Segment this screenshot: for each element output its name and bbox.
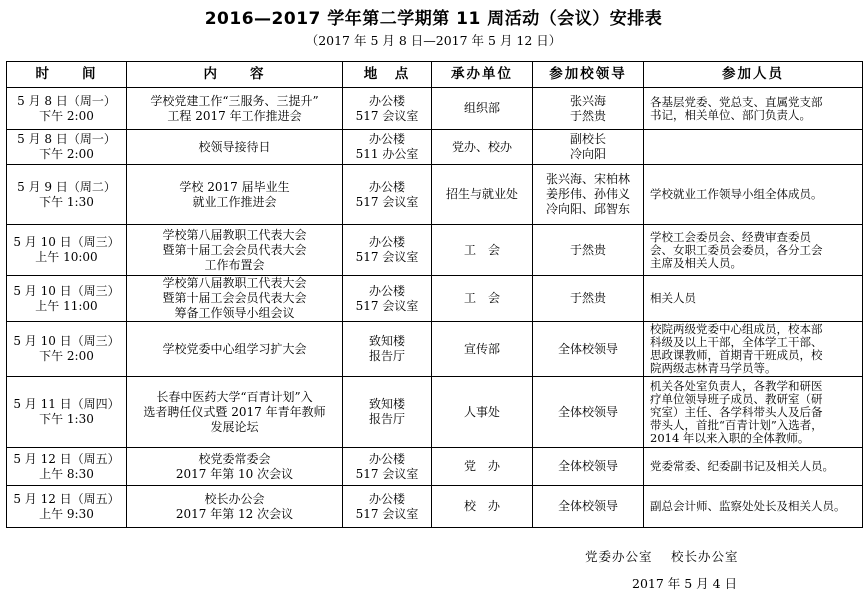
cell-line: 组织部 — [463, 101, 500, 115]
attendees-cell — [644, 322, 863, 377]
cell-line: 办公楼 — [368, 235, 405, 249]
cell-line: 5 月 8 日（周一） — [17, 93, 116, 108]
table-row — [7, 225, 863, 276]
cell-line: 517 会议室 — [355, 250, 419, 264]
leaders-cell — [533, 225, 644, 276]
cell-line: 宣传部 — [463, 341, 500, 356]
cell-line: 学校工会委员会、经费审查委员 — [650, 229, 811, 244]
cell-line: 会、女职工委员会委员，各分工会 — [650, 242, 823, 257]
attendees-cell — [644, 130, 863, 165]
content-cell — [127, 448, 343, 486]
cell-line: 上午 9:30 — [39, 506, 94, 521]
schedule-table — [6, 61, 863, 528]
cell-line: 书记，相关单位、部门负责人。 — [650, 107, 811, 122]
table-row — [7, 88, 863, 130]
organizer-cell — [432, 486, 533, 528]
date-range-subtitle: （2017 年 5 月 8 日—2017 年 5 月 12 日） — [305, 33, 562, 48]
cell-line: 冷向阳 — [569, 147, 606, 161]
cell-line: 办公楼 — [368, 283, 405, 298]
cell-line: 校领导接待日 — [198, 139, 271, 154]
cell-line: 下午 2:00 — [39, 108, 94, 123]
attendees-cell — [644, 377, 863, 448]
cell-line: 学校 2017 届毕业生 — [179, 179, 290, 194]
cell-line: 筹备工作领导小组会议 — [174, 306, 295, 320]
cell-line: 全体校领导 — [557, 404, 618, 419]
place-cell — [343, 322, 432, 377]
cell-line: 致知楼 — [368, 334, 405, 348]
cell-line: 办公楼 — [368, 179, 405, 194]
place-cell — [343, 225, 432, 276]
cell-line: 致知楼 — [368, 397, 405, 411]
cell-line: 于然贵 — [569, 242, 606, 257]
cell-line: 长春中医药大学“百青计划”入 — [156, 389, 313, 404]
leaders-cell — [533, 377, 644, 448]
cell-line: 姜彤伟、孙伟义 — [545, 187, 630, 201]
place-cell — [343, 130, 432, 165]
cell-line: 5 月 12 日（周五） — [13, 451, 120, 466]
cell-line: 5 月 10 日（周三） — [13, 283, 120, 298]
cell-line: 5 月 10 日（周三） — [13, 334, 120, 348]
cell-line: 全体校领导 — [557, 341, 618, 356]
cell-line: 副总会计师、监察处处长及相关人员。 — [650, 499, 846, 513]
header-attendees: 参加人员 — [644, 62, 863, 88]
cell-line: 校院两级党委中心组成员，校本部 — [650, 322, 823, 336]
attendees-cell — [644, 276, 863, 322]
cell-line: 疗单位领导班子成员、教研室（研 — [650, 391, 823, 406]
leaders-cell — [533, 88, 644, 130]
leaders-cell — [533, 486, 644, 528]
organizer-cell — [432, 322, 533, 377]
cell-line: 于然贵 — [569, 108, 606, 123]
cell-line: 科级及以上干部，全体学工干部、 — [650, 335, 823, 349]
cell-line: 学校就业工作领导小组全体成员。 — [650, 187, 823, 201]
time-cell — [7, 130, 127, 165]
content-cell — [127, 165, 343, 225]
cell-line: 办公楼 — [368, 132, 405, 146]
content-cell — [127, 130, 343, 165]
header-time: 时 间 — [7, 62, 127, 88]
cell-line: 带头人，首批“百青计划”入选者， — [650, 417, 823, 432]
cell-line: 下午 1:30 — [39, 412, 94, 426]
cell-line: 下午 1:30 — [39, 194, 94, 209]
cell-line: 办公楼 — [368, 451, 405, 466]
leaders-cell — [533, 322, 644, 377]
cell-line: 全体校领导 — [557, 499, 618, 513]
header-place: 地 点 — [343, 62, 432, 88]
cell-line: 校 办 — [463, 499, 500, 513]
attendees-cell — [644, 88, 863, 130]
table-row — [7, 448, 863, 486]
cell-line: 冷向阳、邱智东 — [545, 202, 630, 216]
cell-line: 上午 11:00 — [35, 298, 98, 313]
attendees-cell — [644, 225, 863, 276]
cell-line: 校长办公会 — [204, 491, 265, 506]
organizer-cell — [432, 88, 533, 130]
cell-line: 上午 10:00 — [35, 250, 98, 264]
leaders-cell — [533, 276, 644, 322]
content-cell — [127, 486, 343, 528]
place-cell — [343, 88, 432, 130]
cell-line: 工 会 — [463, 291, 500, 305]
cell-line: 5 月 11 日（周四） — [13, 397, 120, 411]
cell-line: 2014 年以来入职的全体教师。 — [650, 430, 810, 445]
cell-line: 2017 年第 10 次会议 — [175, 466, 294, 481]
cell-line: 学校党建工作“三服务、三提升” — [150, 93, 319, 108]
cell-line: 选者聘任仪式暨 2017 年青年教师 — [143, 404, 326, 419]
time-cell — [7, 486, 127, 528]
cell-line: 工 会 — [463, 242, 500, 257]
cell-line: 学校第八届教职工代表大会 — [162, 276, 307, 290]
issuer-signature: 党委办公室 校长办公室 — [585, 549, 739, 564]
cell-line: 学校党委中心组学习扩大会 — [162, 341, 307, 356]
table-row — [7, 322, 863, 377]
leaders-cell — [533, 130, 644, 165]
cell-line: 5 月 9 日（周二） — [17, 179, 116, 194]
cell-line: 张兴海 — [569, 93, 606, 108]
cell-line: 招生与就业处 — [445, 187, 518, 201]
table-row — [7, 377, 863, 448]
table-row — [7, 130, 863, 165]
content-cell — [127, 88, 343, 130]
cell-line: 报告厅 — [368, 412, 405, 426]
content-cell — [127, 322, 343, 377]
organizer-cell — [432, 276, 533, 322]
cell-line: 党办、校办 — [451, 139, 512, 154]
place-cell — [343, 486, 432, 528]
time-cell — [7, 165, 127, 225]
table-row — [7, 486, 863, 528]
organizer-cell — [432, 130, 533, 165]
cell-line: 发展论坛 — [210, 419, 259, 434]
time-cell — [7, 88, 127, 130]
cell-line: 5 月 12 日（周五） — [13, 491, 120, 506]
organizer-cell — [432, 377, 533, 448]
leaders-cell — [533, 448, 644, 486]
cell-line: 517 会议室 — [355, 506, 419, 521]
time-cell — [7, 225, 127, 276]
header-content: 内 容 — [127, 62, 343, 88]
cell-line: 于然贵 — [569, 291, 606, 305]
cell-line: 校党委常委会 — [198, 451, 271, 466]
attendees-cell — [644, 486, 863, 528]
cell-line: 就业工作推进会 — [192, 194, 277, 209]
cell-line: 报告厅 — [368, 349, 405, 363]
cell-line: 5 月 8 日（周一） — [17, 132, 116, 146]
cell-line: 机关各处室负责人，各教学和研医 — [650, 378, 823, 393]
cell-line: 各基层党委、党总支、直属党支部 — [650, 94, 823, 109]
attendees-cell — [644, 448, 863, 486]
cell-line: 5 月 10 日（周三） — [13, 235, 120, 249]
cell-line: 党委常委、纪委副书记及相关人员。 — [650, 459, 834, 473]
cell-line: 暨第十届工会会员代表大会 — [162, 291, 307, 305]
cell-line: 下午 2:00 — [39, 147, 94, 161]
cell-line: 上午 8:30 — [39, 466, 94, 481]
cell-line: 511 办公室 — [355, 147, 419, 161]
place-cell — [343, 448, 432, 486]
cell-line: 张兴海、宋柏林 — [545, 172, 630, 186]
cell-line: 党 办 — [463, 459, 500, 473]
document-title: 2016—2017 学年第二学期第 11 周活动（会议）安排表 — [204, 9, 663, 29]
cell-line: 副校长 — [569, 132, 606, 146]
table-row — [7, 165, 863, 225]
cell-line: 办公楼 — [368, 93, 405, 108]
place-cell — [343, 276, 432, 322]
cell-line: 2017 年第 12 次会议 — [175, 506, 294, 521]
cell-line: 工程 2017 年工作推进会 — [167, 108, 302, 123]
cell-line: 暨第十届工会会员代表大会 — [162, 242, 307, 257]
time-cell — [7, 448, 127, 486]
attendees-cell — [644, 165, 863, 225]
cell-line: 517 会议室 — [355, 466, 419, 481]
cell-line: 思政课教师，首期青干班成员，校 — [650, 348, 823, 362]
cell-line: 主席及相关人员。 — [650, 255, 742, 270]
cell-line: 工作布置会 — [204, 257, 265, 272]
cell-line: 517 会议室 — [355, 298, 419, 313]
leaders-cell — [533, 165, 644, 225]
cell-line: 办公楼 — [368, 491, 405, 506]
time-cell — [7, 322, 127, 377]
time-cell — [7, 276, 127, 322]
content-cell — [127, 377, 343, 448]
organizer-cell — [432, 448, 533, 486]
content-cell — [127, 276, 343, 322]
header-leaders: 参加校领导 — [533, 62, 644, 88]
cell-line: 全体校领导 — [557, 459, 618, 473]
cell-line: 人事处 — [463, 404, 500, 419]
table-row — [7, 276, 863, 322]
header-organizer: 承办单位 — [432, 62, 533, 88]
cell-line: 院两级志林青马学员等。 — [650, 361, 777, 375]
issue-date: 2017 年 5 月 4 日 — [632, 576, 738, 591]
place-cell — [343, 377, 432, 448]
cell-line: 下午 2:00 — [39, 349, 94, 363]
organizer-cell — [432, 165, 533, 225]
cell-line: 究室）主任、各学科带头人及后备 — [650, 404, 823, 419]
table-header-row — [7, 62, 863, 88]
cell-line: 相关人员 — [650, 291, 696, 305]
cell-line: 学校第八届教职工代表大会 — [162, 227, 307, 242]
schedule-rows — [7, 88, 863, 528]
cell-line: 517 会议室 — [355, 108, 419, 123]
place-cell — [343, 165, 432, 225]
cell-line: 517 会议室 — [355, 194, 419, 209]
time-cell — [7, 377, 127, 448]
organizer-cell — [432, 225, 533, 276]
content-cell — [127, 225, 343, 276]
